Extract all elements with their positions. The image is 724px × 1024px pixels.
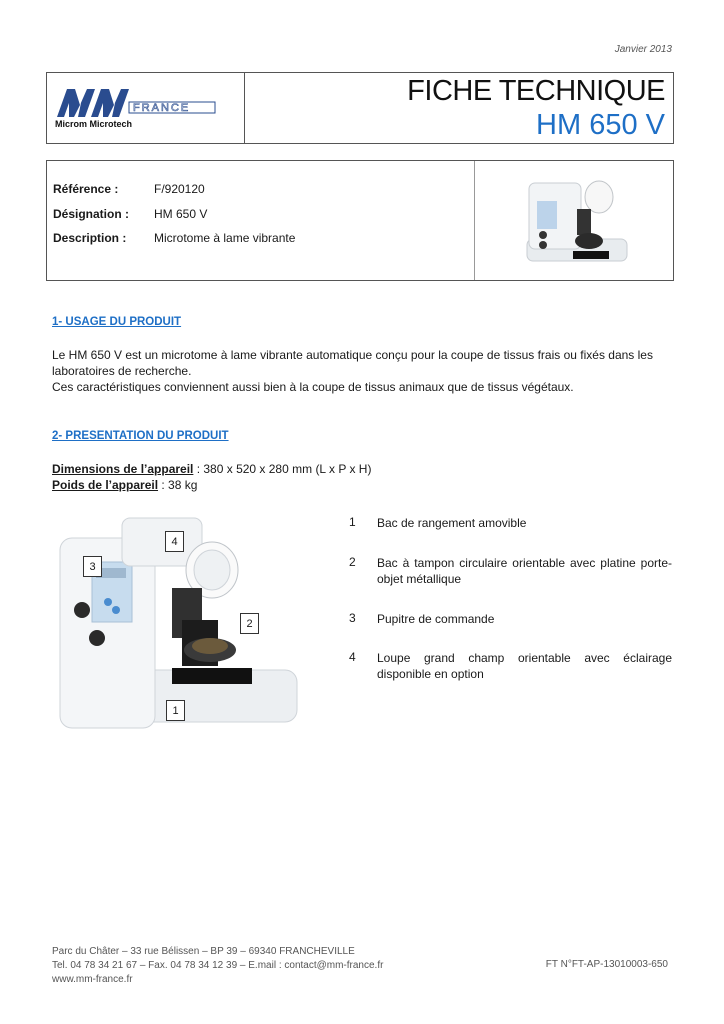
footer-document-ref: FT N°FT-AP-13010003-650 [545,959,668,970]
callout-4: 4 [165,531,184,552]
logo-suffix: FRANCE [133,102,191,114]
weight-line: Poids de l’appareil : 38 kg [52,478,198,492]
mm-logo-graphic [47,73,244,143]
logo-tagline: Microm Microtech [55,119,133,129]
legend-num: 1 [349,515,356,529]
footer-website[interactable]: www.mm-france.fr [52,974,133,985]
product-model: HM 650 V [536,109,665,141]
reference-box: Référence : F/920120 Désignation : HM 650 V Description : Microtome à lame vibrante [46,160,674,281]
legend-num: 3 [349,611,356,625]
legend-text: Pupitre de commande [377,612,495,626]
company-logo [47,73,245,143]
footer-contact: Tel. 04 78 34 21 67 – Fax. 04 78 34 12 39 – E.mail : contact@mm-france.fr [52,960,384,971]
page-title: FICHE TECHNIQUE [407,75,665,107]
header-box [46,72,674,144]
document-date: Janvier 2013 [614,44,672,55]
callout-1: 1 [166,700,185,721]
dimensions-line: Dimensions de l’appareil : 380 x 520 x 280 mm (L x P x H) [52,462,372,476]
footer-address: Parc du Châter – 33 rue Bélissen – BP 39 – 69340 FRANCHEVILLE [52,946,355,957]
callout-2: 2 [240,613,259,634]
legend-num: 2 [349,555,356,569]
product-thumbnail [507,169,637,273]
legend-text: Bac de rangement amovible [377,516,527,530]
section1-heading: 1- USAGE DU PRODUIT [52,316,182,328]
callout-3: 3 [83,556,102,577]
section2-heading: 2- PRESENTATION DU PRODUIT [52,430,229,442]
legend-text: Loupe grand champ orientable avec éclairage disponible en option [377,651,672,681]
section1-paragraph: Le HM 650 V est un microtome à lame vibrante automatique conçu pour la coupe de tissus frais ou fixés dans les laboratoires de recherche. Ces caractéristiques conviennent aussi bien à la coupe de tissus animaux que de tissus végétaux. [52,348,653,394]
legend-num: 4 [349,650,356,664]
legend-text: Bac à tampon circulaire orientable avec platine porte-objet métallique [377,556,672,586]
